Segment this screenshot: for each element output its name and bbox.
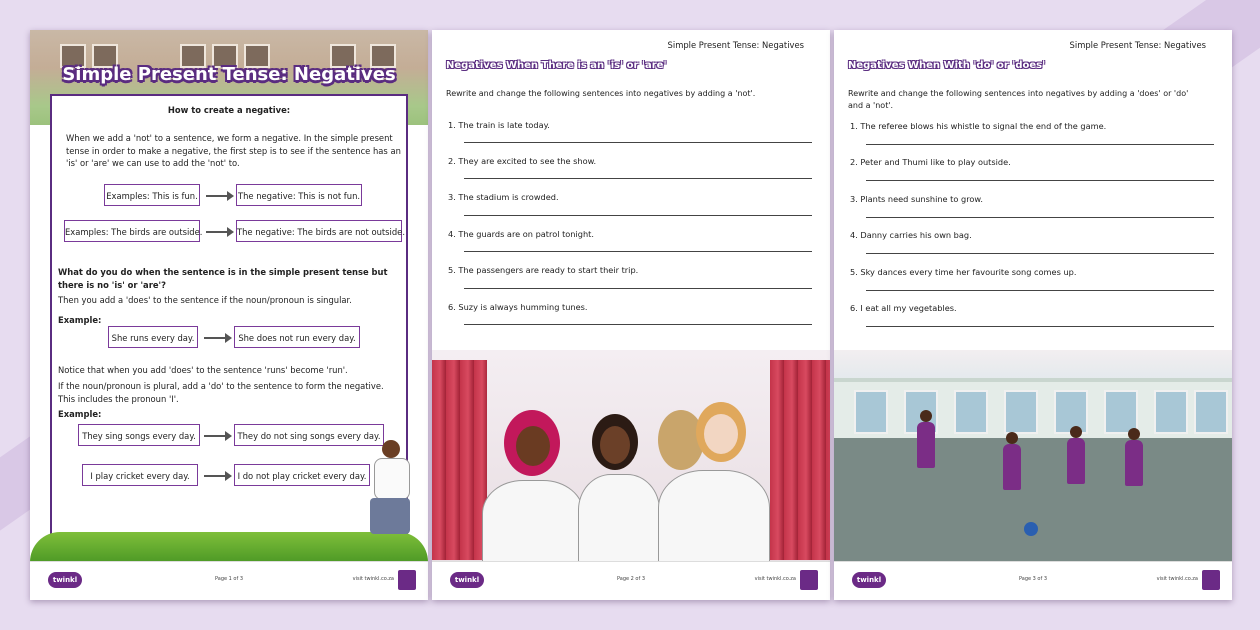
visit-link: visit twinkl.co.za (352, 576, 394, 582)
notice-text: Notice that when you add 'does' to the sentence 'runs' become 'run'. (58, 365, 348, 375)
answer-line[interactable] (866, 290, 1214, 291)
page-footer (30, 561, 428, 600)
question-item: 1. The referee blows his whistle to signal the end of the game. (850, 121, 1107, 131)
question-item: 1. The train is late today. (448, 120, 550, 130)
page-footer (834, 561, 1232, 600)
intro-text: When we add a 'not' to a sentence, we form a negative. In the simple present tense in order to make a negative, the first step is to see if the sentence has an 'is' or 'are' we can use to add the 'not' to. (66, 133, 401, 168)
example-box: Examples: The birds are outside. (64, 220, 200, 242)
question-item: 4. The guards are on patrol tonight. (448, 229, 594, 239)
question-item: 2. They are excited to see the show. (448, 156, 597, 166)
visit-link: visit twinkl.co.za (1156, 576, 1198, 582)
question-item: 3. The stadium is crowded. (448, 192, 559, 202)
answer-line[interactable] (866, 180, 1214, 181)
curtain-left (432, 360, 487, 560)
box-heading: How to create a negative: (167, 105, 291, 115)
section-subtitle: Negatives When There is an 'is' or 'are' (446, 60, 667, 71)
question-item: 4. Danny carries his own bag. (850, 230, 972, 240)
example-box: I play cricket every day. (82, 464, 198, 486)
question-item: 3. Plants need sunshine to grow. (850, 194, 983, 204)
answer-line[interactable] (866, 217, 1214, 218)
curtain-right (770, 360, 830, 560)
arrow-icon (206, 231, 232, 233)
arrow-icon (206, 195, 232, 197)
question-item: 5. The passengers are ready to start their trip. (448, 265, 639, 275)
twinkl-logo: twinkl (852, 572, 886, 588)
question-item: 5. Sky dances every time her favourite song comes up. (850, 267, 1077, 277)
page-number: Page 1 of 3 (214, 576, 244, 582)
question-text: What do you do when the sentence is in the simple present tense but there is no 'is' or 'are'? (58, 267, 388, 290)
question-item: 6. I eat all my vegetables. (850, 303, 957, 313)
negative-box: The negative: This is not fun. (236, 184, 362, 206)
visit-link: visit twinkl.co.za (754, 576, 796, 582)
question-item: 6. Suzy is always humming tunes. (448, 302, 588, 312)
section-subtitle: Negatives When With 'do' or 'does' (848, 60, 1046, 71)
negative-box: She does not run every day. (234, 326, 360, 348)
quality-badge-icon (800, 570, 818, 590)
example-box: Examples: This is fun. (104, 184, 200, 206)
answer-line[interactable] (866, 253, 1214, 254)
page-header: Simple Present Tense: Negatives (667, 40, 804, 50)
arrow-icon (204, 337, 230, 339)
page-number: Page 3 of 3 (1018, 576, 1048, 582)
instructions: Rewrite and change the following sentences into negatives by adding a 'not'. (446, 89, 756, 98)
page-header: Simple Present Tense: Negatives (1069, 40, 1206, 50)
singular-rule: Then you add a 'does' to the sentence if the noun/pronoun is singular. (58, 295, 352, 305)
answer-line[interactable] (866, 326, 1214, 327)
quality-badge-icon (398, 570, 416, 590)
answer-line[interactable] (464, 215, 812, 216)
arrow-icon (204, 475, 230, 477)
worksheet-page-1 (30, 30, 428, 600)
answer-line[interactable] (464, 324, 812, 325)
example-box: She runs every day. (108, 326, 198, 348)
example-box: They sing songs every day. (78, 424, 200, 446)
page-footer (432, 561, 830, 600)
playground-illustration (834, 438, 1232, 562)
twinkl-logo: twinkl (450, 572, 484, 588)
negative-box: I do not play cricket every day. (234, 464, 370, 486)
worksheet-page-2 (432, 30, 830, 600)
negative-box: The negative: The birds are not outside. (236, 220, 402, 242)
grass-illustration (30, 532, 428, 562)
example-label: Example: (58, 409, 102, 419)
quality-badge-icon (1202, 570, 1220, 590)
negative-box: They do not sing songs every day. (234, 424, 384, 446)
answer-line[interactable] (464, 288, 812, 289)
school-building-illustration (834, 378, 1232, 442)
page-number: Page 2 of 3 (616, 576, 646, 582)
instructions: Rewrite and change the following sentences into negatives by adding a 'does' or 'do' and a 'not'. (848, 89, 1189, 110)
answer-line[interactable] (464, 251, 812, 252)
answer-line[interactable] (464, 178, 812, 179)
question-item: 2. Peter and Thumi like to play outside. (850, 157, 1011, 167)
answer-line[interactable] (464, 142, 812, 143)
answer-line[interactable] (866, 144, 1214, 145)
worksheet-page-3 (834, 30, 1232, 600)
cricket-player-illustration (370, 440, 410, 540)
twinkl-logo: twinkl (48, 572, 82, 588)
explanation-box (50, 94, 408, 564)
example-label: Example: (58, 315, 102, 325)
ball-icon (1024, 522, 1038, 536)
plural-rule: If the noun/pronoun is plural, add a 'do' to the sentence to form the negative. This includes the pronoun 'I'. (58, 381, 384, 404)
page-title: Simple Present Tense: Negatives (62, 64, 396, 85)
arrow-icon (204, 435, 230, 437)
